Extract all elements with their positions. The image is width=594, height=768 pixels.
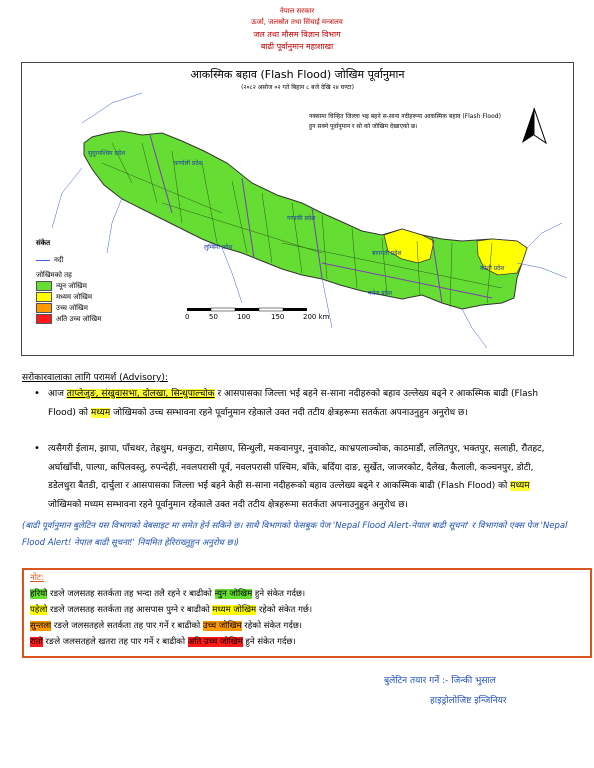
province-label-koshi: कोशी प्रदेश <box>480 265 505 272</box>
prepared-by-title: हाइड्रोलोजिष्ट इन्जिनियर <box>430 696 507 706</box>
legend-item-very-high: अति उच्च जोखिम <box>36 314 101 325</box>
advisory-paragraph-2: त्यसैगरी ईलाम, झापा, पाँचथर, तेह्रथुम, धनकुटा, रामेछाप, सिन्धुली, मकवानपुर, नुवाकोट, काभ्रपलाञ्चोक, काठमाडौं, ललितपुर, भक्तपुर, सलाही, रौतहट, अर्घाखाँची, पाल्पा, कपिलवस्तु, रुपन्देही, नवलपरासी पूर्व, नवलपरासी पश्चिम, बाँके, बर्दिया दाङ, सुर्खेत, जाजरकोट, दैलेख, कैलाली, कञ्चनपुर, डोटी, डडेलधुरा बैतडी, दार्चुला र आसपासका जिल्ला भई बहने केही स-साना नदीहरूको बहाव उल्लेख्य बढ्ने र आकस्मिक बाढी (Flash Flood) को मध्यम जोखिमको मध्यम सम्भावना रहने पूर्वानुमान रहेकाले उक्त नदी तटीय क्षेत्रहरूमा सतर्कता अपनाउनुहुन अनुरोध छ। <box>48 444 545 510</box>
map-note: नक्सामा चिन्हित जिल्ला भइ बहने स-साना नदीहरूमा आकस्मिक बहाव (Flash Flood) हुन सक्ने पूर्वानुमान र सो को जोखिम देखाएको छ। <box>309 113 501 130</box>
note-row-red: रातो रङले जलसतहले खतरा तह पार गर्ने र बाढीको अति उच्च जोखिम हुने संकेत गर्दछ। <box>30 637 296 647</box>
ministry-label: ऊर्जा, जलस्रोत तथा सिंचाई मन्त्रालय <box>251 18 343 26</box>
bulletin-info-note: (बाढी पूर्वानुमान बुलेटिन यस विभागको वेबसाइट मा समेत हेर्न सकिने छ। साथै विभागको फेसबुक पेज 'Nepal Flood Alert-नेपाल बाढी सूचना' र विभागको एक्स पेज 'Nepal Flood Alert! नेपाल बाढी सूचना!' नियमित हेरिराख्नुहुन अनुरोध छ।) <box>22 521 568 548</box>
legend-item-high: उच्च जोखिम <box>36 303 101 314</box>
legend-heading: संकेत <box>36 239 51 247</box>
map-legend <box>36 238 101 325</box>
advisory-paragraph-1: आज ताप्लेजुङ, संखुवासभा, दोलखा, सिन्धुपाल्चोक र आसपासका जिल्ला भई बहने स-साना नदीहरुको बहाव उल्लेख्य बढ्ने र आकस्मिक बाढी (Flash Flood) को मध्यम जोखिमको उच्च सम्भावना रहने पूर्वानुमान रहेकाले उक्त नदी तटीय क्षेत्रहरूमा सतर्कता अपनाउनुहुन अनुरोध छ। <box>48 389 539 418</box>
department-label: जल तथा मौसम विज्ञान विभाग <box>253 30 341 39</box>
risk-level-highlight: मध्यम <box>510 481 530 491</box>
legend-item-low: न्यून जोखिम <box>36 281 101 292</box>
bullet-icon: • <box>34 388 40 399</box>
legend-note-box <box>22 568 592 658</box>
north-arrow-icon <box>522 108 546 143</box>
legend-risk-heading: जोखिमको तह <box>36 271 72 279</box>
division-label: बाढी पूर्वानुमान महाशाखा <box>260 42 334 51</box>
advisory-title: सरोकारवालाका लागि परामर्श (Advisory): <box>22 373 168 383</box>
province-label-gandaki: गण्डकी प्रदेश <box>287 215 316 222</box>
prepared-by: बुलेटिन तयार गर्ने :- जिन्की भुसाल <box>384 676 496 686</box>
flash-flood-map: आकस्मिक बहाव (Flash Flood) जोखिम पूर्वानुमान (२०८२ असोज ०२ गते बिहान ८ बजे देखि २४ घण्टा) नक्सामा चिन्हित जिल्ला भइ बहने स-साना नदीहरूमा आकस्मिक बहाव (Flash Flood) हुन सक्ने पूर्वानुमान र सो को जोखिम देखाएको छ। सुदूरपश्चिम प्रदेश कर्णाली प्रदेश लुम्बिनी प्रदेश गण्डकी प्रदेश बागमती प्रदेश कोशी प्रदेश मधेश प्रदेश 0 50 100 150 200 km संकेत नदी जोखिमको तह न्यून जोखिम मध्यम जोखिम उच्च जोखिम अति उच्च जोखिम <box>21 62 574 356</box>
nepal-map <box>22 63 573 355</box>
bullet-icon: • <box>34 443 40 454</box>
province-label-karnali: कर्णाली प्रदेश <box>174 160 203 167</box>
province-label-madhesh: मधेश प्रदेश <box>368 290 392 297</box>
legend-item-moderate: मध्यम जोखिम <box>36 292 101 303</box>
gov-label: नेपाल सरकार <box>279 7 315 15</box>
note-row-yellow: पहेलो रङले जलसतह सतर्कता तह आसपास पुग्ने र बाढीको मध्यम जोखिम रहेको संकेत गर्छ। <box>30 605 313 615</box>
scale-bar <box>187 308 307 311</box>
map-title: आकस्मिक बहाव (Flash Flood) जोखिम पूर्वानुमान <box>190 68 405 81</box>
note-title: नोट: <box>30 573 45 583</box>
province-label-lumbini: लुम्बिनी प्रदेश <box>204 244 233 251</box>
note-row-green: हरियो रङले जलसतह सतर्कता तह भन्दा तलै रहने र बाढीको न्युन जोखिम हुने संकेत गर्दछ। <box>30 589 306 599</box>
note-row-orange: सुन्तला रङले जलसतहले सतर्कता तह पार गर्ने र बाढीको उच्च जोखिम रहेको संकेत गर्दछ। <box>30 621 303 631</box>
map-subtitle: (२०८२ असोज ०२ गते बिहान ८ बजे देखि २४ घण्टा) <box>241 84 354 91</box>
legend-river: नदी <box>36 255 101 266</box>
province-label-sudurpashchim: सुदूरपश्चिम प्रदेश <box>88 150 126 157</box>
province-label-bagmati: बागमती प्रदेश <box>372 250 402 257</box>
highlighted-districts: ताप्लेजुङ, संखुवासभा, दोलखा, सिन्धुपाल्चोक <box>66 389 215 399</box>
risk-level-highlight: मध्यम <box>90 407 111 418</box>
